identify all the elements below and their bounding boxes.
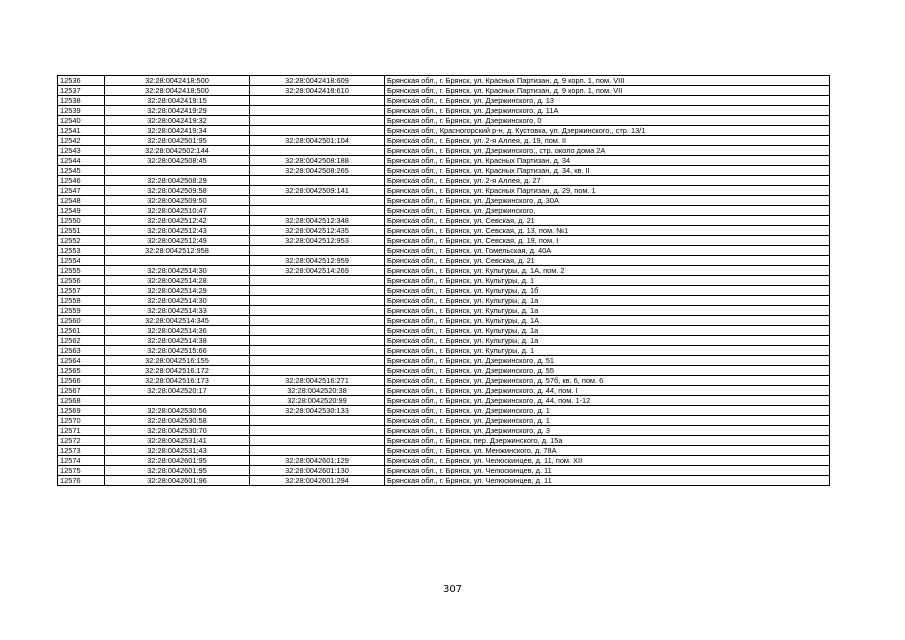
row-number-cell: 12564 [58,356,105,366]
address-cell: Брянская обл., г. Брянск, ул. Культуры, д. 1а [385,336,830,346]
premises-cadastral-number-cell [250,116,385,126]
cadastral-number-cell: 32:28:0042502:144 [105,146,250,156]
premises-cadastral-number-cell [250,146,385,156]
address-cell: Брянская обл., г. Брянск, ул. Дзержинского, д. 44, пом. I [385,386,830,396]
address-cell: Брянская обл., г. Брянск, ул. Гомельская, д. 40А [385,246,830,256]
table-row [58,216,830,226]
row-number-cell: 12568 [58,396,105,406]
premises-cadastral-number-cell: 32:28:0042530:133 [250,406,385,416]
premises-cadastral-number-cell [250,426,385,436]
table-row [58,436,830,446]
premises-cadastral-number-cell [250,196,385,206]
table-row [58,346,830,356]
row-number-cell: 12566 [58,376,105,386]
address-cell: Брянская обл., г. Брянск, ул. Дзержинского, д. 1 [385,406,830,416]
cadastral-number-cell: 32:28:0042508:45 [105,156,250,166]
address-cell: Брянская обл., г. Брянск, ул. Культуры, д. 1б [385,286,830,296]
row-number-cell: 12553 [58,246,105,256]
cadastral-number-cell: 32:28:0042418:500 [105,76,250,86]
row-number-cell: 12565 [58,366,105,376]
table-row [58,316,830,326]
table-row [58,96,830,106]
row-number-cell: 12541 [58,126,105,136]
table-row [58,116,830,126]
cadastral-number-cell: 32:28:0042512:42 [105,216,250,226]
row-number-cell: 12542 [58,136,105,146]
table-row [58,446,830,456]
premises-cadastral-number-cell [250,296,385,306]
premises-cadastral-number-cell [250,246,385,256]
premises-cadastral-number-cell: 32:28:0042601:129 [250,456,385,466]
premises-cadastral-number-cell [250,106,385,116]
premises-cadastral-number-cell: 32:28:0042508:188 [250,156,385,166]
cadastral-number-cell [105,256,250,266]
table-row [58,206,830,216]
premises-cadastral-number-cell: 32:28:0042520:99 [250,396,385,406]
premises-cadastral-number-cell [250,276,385,286]
cadastral-number-cell: 32:28:0042419:29 [105,106,250,116]
address-cell: Брянская обл., г. Брянск, ул. Дзержинского, [385,206,830,216]
cadastral-number-cell: 32:28:0042531:41 [105,436,250,446]
cadastral-number-cell [105,396,250,406]
cadastral-number-cell: 32:28:0042510:47 [105,206,250,216]
cadastral-number-cell: 32:28:0042419:34 [105,126,250,136]
row-number-cell: 12544 [58,156,105,166]
address-cell: Брянская обл., г. Брянск, ул. Дзержинского, 0 [385,116,830,126]
table-row [58,236,830,246]
cadastral-number-cell: 32:28:0042501:95 [105,136,250,146]
table-row [58,86,830,96]
row-number-cell: 12560 [58,316,105,326]
address-cell: Брянская обл., г. Брянск, ул. Дзержинского, д. 57б, кв. 6, пом. 6 [385,376,830,386]
address-cell: Брянская обл., г. Брянск, ул. Культуры, д. 1А [385,316,830,326]
address-cell: Брянская обл., г. Брянск, ул. Культуры, д. 1 [385,276,830,286]
address-cell: Брянская обл., г. Брянск, ул. Дзержинского, д. 55 [385,366,830,376]
cadastral-number-cell: 32:28:0042530:70 [105,426,250,436]
address-cell: Брянская обл., г. Брянск, ул. Менжинского, д. 78А [385,446,830,456]
cadastral-number-cell: 32:28:0042514:30 [105,266,250,276]
cadastral-number-cell: 32:28:0042512:958 [105,246,250,256]
address-cell: Брянская обл., г. Брянск, ул. Дзержинского, д. 11А [385,106,830,116]
cadastral-number-cell: 32:28:0042514:29 [105,286,250,296]
cadastral-number-cell: 32:28:0042520:17 [105,386,250,396]
table-row [58,226,830,236]
table-row [58,326,830,336]
premises-cadastral-number-cell: 32:28:0042512:953 [250,236,385,246]
premises-cadastral-number-cell [250,366,385,376]
address-cell: Брянская обл., г. Брянск, ул. Культуры, д. 1А, пом. 2 [385,266,830,276]
row-number-cell: 12549 [58,206,105,216]
table-row [58,376,830,386]
premises-cadastral-number-cell: 32:28:0042418:610 [250,86,385,96]
table-row [58,296,830,306]
premises-cadastral-number-cell: 32:28:0042509:141 [250,186,385,196]
cadastral-number-cell: 32:28:0042530:56 [105,406,250,416]
address-cell: Брянская обл., г. Брянск, ул. Культуры, д. 1а [385,326,830,336]
address-cell: Брянская обл., г. Брянск, ул. Красных Партизан, д. 9 корп. 1, пом. VIII [385,76,830,86]
premises-cadastral-number-cell [250,316,385,326]
address-cell: Брянская обл., г. Брянск, ул. Севская, д. 21 [385,216,830,226]
address-cell: Брянская обл., г. Брянск, ул. Севская, д. 13, пом. №1 [385,226,830,236]
row-number-cell: 12551 [58,226,105,236]
row-number-cell: 12571 [58,426,105,436]
cadastral-number-cell: 32:28:0042512:49 [105,236,250,246]
table-row [58,266,830,276]
row-number-cell: 12555 [58,266,105,276]
row-number-cell: 12548 [58,196,105,206]
table-row [58,366,830,376]
row-number-cell: 12539 [58,106,105,116]
table-row [58,426,830,436]
address-cell: Брянская обл., г. Брянск, ул. Севская, д. 21 [385,256,830,266]
address-cell: Брянская обл., г. Брянск, ул. Дзержинского, д. 30А [385,196,830,206]
row-number-cell: 12558 [58,296,105,306]
row-number-cell: 12562 [58,336,105,346]
address-cell: Брянская обл., г. Брянск, ул. Дзержинского, д. 1 [385,416,830,426]
premises-cadastral-number-cell [250,336,385,346]
premises-cadastral-number-cell [250,446,385,456]
row-number-cell: 12550 [58,216,105,226]
table-row [58,246,830,256]
address-cell: Брянская обл., г. Брянск, ул. 2-я Аллея, д. 27 [385,176,830,186]
address-cell: Брянская обл., г. Брянск, ул. Красных Партизан, д. 9 корп. 1, пом. VII [385,86,830,96]
page-number: 307 [442,584,463,595]
premises-cadastral-number-cell [250,356,385,366]
row-number-cell: 12536 [58,76,105,86]
table-row [58,476,830,486]
table-row [58,396,830,406]
address-cell: Брянская обл., г. Брянск, ул. Челюскинцев, д. 11 [385,466,830,476]
table-row [58,386,830,396]
address-cell: Брянская обл., г. Брянск, ул. Культуры, д. 1 [385,346,830,356]
cadastral-number-cell: 32:28:0042419:32 [105,116,250,126]
premises-cadastral-number-cell: 32:28:0042601:130 [250,466,385,476]
cadastral-number-cell: 32:28:0042419:15 [105,96,250,106]
address-cell: Брянская обл., г. Брянск, ул. Культуры, д. 1а [385,306,830,316]
premises-cadastral-number-cell [250,306,385,316]
table-row [58,156,830,166]
premises-cadastral-number-cell [250,436,385,446]
cadastral-number-cell: 32:28:0042601:96 [105,476,250,486]
row-number-cell: 12575 [58,466,105,476]
cadastral-number-cell: 32:28:0042514:345 [105,316,250,326]
premises-cadastral-number-cell [250,286,385,296]
table-row [58,136,830,146]
cadastral-number-cell: 32:28:0042514:38 [105,336,250,346]
row-number-cell: 12572 [58,436,105,446]
cadastral-number-cell: 32:28:0042509:50 [105,196,250,206]
cadastral-number-cell: 32:28:0042530:58 [105,416,250,426]
premises-cadastral-number-cell: 32:28:0042514:269 [250,266,385,276]
table-row [58,106,830,116]
address-cell: Брянская обл., г. Брянск, ул. Дзержинского, д. 44, пом. 1-12 [385,396,830,406]
cadastral-number-cell: 32:28:0042601:95 [105,466,250,476]
cadastral-number-cell: 32:28:0042515:66 [105,346,250,356]
address-cell: Брянская обл., г. Брянск, ул. Дзержинского, д. 13 [385,96,830,106]
premises-cadastral-number-cell: 32:28:0042418:609 [250,76,385,86]
table-row [58,336,830,346]
row-number-cell: 12545 [58,166,105,176]
address-cell: Брянская обл., г. Брянск, ул. Красных Партизан, д. 34, кв. II [385,166,830,176]
row-number-cell: 12561 [58,326,105,336]
row-number-cell: 12554 [58,256,105,266]
table-row [58,406,830,416]
address-cell: Брянская обл., г. Брянск, ул. Красных Партизан, д. 34 [385,156,830,166]
table-row [58,306,830,316]
premises-cadastral-number-cell: 32:28:0042516:271 [250,376,385,386]
table-body [58,76,830,486]
row-number-cell: 12538 [58,96,105,106]
row-number-cell: 12563 [58,346,105,356]
table-row [58,286,830,296]
address-cell: Брянская обл., г. Брянск, пер. Дзержинского, д. 15а [385,436,830,446]
premises-cadastral-number-cell [250,176,385,186]
cadastral-number-cell: 32:28:0042516:155 [105,356,250,366]
cadastral-number-cell: 32:28:0042516:172 [105,366,250,376]
premises-cadastral-number-cell: 32:28:0042512:435 [250,226,385,236]
cadastral-number-cell: 32:28:0042418:500 [105,86,250,96]
cadastral-number-cell: 32:28:0042601:95 [105,456,250,466]
address-cell: Брянская обл., г. Брянск, ул. Красных Партизан, д. 29, пом. 1 [385,186,830,196]
cadastral-number-cell: 32:28:0042514:30 [105,296,250,306]
row-number-cell: 12537 [58,86,105,96]
cadastral-number-cell: 32:28:0042508:29 [105,176,250,186]
address-cell: Брянская обл., г. Брянск, ул. Дзержинского, д. 3 [385,426,830,436]
row-number-cell: 12547 [58,186,105,196]
premises-cadastral-number-cell [250,416,385,426]
address-cell: Брянская обл., г. Брянск, ул. Челюскинцев, д. 11 [385,476,830,486]
premises-cadastral-number-cell: 32:28:0042501:104 [250,136,385,146]
cadastral-number-cell: 32:28:0042531:43 [105,446,250,456]
address-cell: Брянская обл., г. Брянск, ул. Севская, д. 19, пом. I [385,236,830,246]
row-number-cell: 12570 [58,416,105,426]
table-row [58,146,830,156]
row-number-cell: 12540 [58,116,105,126]
row-number-cell: 12546 [58,176,105,186]
row-number-cell: 12573 [58,446,105,456]
register-sheet [57,75,829,486]
table-row [58,196,830,206]
premises-cadastral-number-cell [250,206,385,216]
row-number-cell: 12552 [58,236,105,246]
cadastral-number-cell: 32:28:0042514:33 [105,306,250,316]
premises-cadastral-number-cell: 32:28:0042512:959 [250,256,385,266]
address-cell: Брянская обл., г. Брянск, ул. 2-я Аллея, д. 19, пом. II [385,136,830,146]
cadastral-number-cell: 32:28:0042514:28 [105,276,250,286]
table-row [58,356,830,366]
table-row [58,466,830,476]
table-row [58,126,830,136]
cadastral-number-cell [105,166,250,176]
cadastral-number-cell: 32:28:0042509:58 [105,186,250,196]
cadastral-number-cell: 32:28:0042516:173 [105,376,250,386]
premises-cadastral-number-cell: 32:28:0042508:265 [250,166,385,176]
cadastral-number-cell: 32:28:0042514:36 [105,326,250,336]
premises-cadastral-number-cell [250,96,385,106]
address-cell: Брянская обл., Красногорский р-н, д. Кустовка, ул. Дзержинского,, стр. 13/1 [385,126,830,136]
table-row [58,186,830,196]
address-cell: Брянская обл., г. Брянск, ул. Дзержинского,, стр. около дома 2А [385,146,830,156]
table-row [58,176,830,186]
property-register-table [57,75,830,486]
row-number-cell: 12556 [58,276,105,286]
row-number-cell: 12574 [58,456,105,466]
table-row [58,256,830,266]
table-row [58,276,830,286]
table-row [58,456,830,466]
address-cell: Брянская обл., г. Брянск, ул. Дзержинского, д. 51 [385,356,830,366]
row-number-cell: 12557 [58,286,105,296]
premises-cadastral-number-cell: 32:28:0042601:294 [250,476,385,486]
table-row [58,166,830,176]
table-row [58,416,830,426]
row-number-cell: 12559 [58,306,105,316]
row-number-cell: 12576 [58,476,105,486]
row-number-cell: 12543 [58,146,105,156]
row-number-cell: 12567 [58,386,105,396]
cadastral-number-cell: 32:28:0042512:43 [105,226,250,236]
table-row [58,76,830,86]
premises-cadastral-number-cell: 32:28:0042512:348 [250,216,385,226]
premises-cadastral-number-cell [250,326,385,336]
premises-cadastral-number-cell [250,346,385,356]
premises-cadastral-number-cell: 32:28:0042520:38 [250,386,385,396]
row-number-cell: 12569 [58,406,105,416]
address-cell: Брянская обл., г. Брянск, ул. Челюскинцев, д. 11, пом. XII [385,456,830,466]
address-cell: Брянская обл., г. Брянск, ул. Культуры, д. 1а [385,296,830,306]
premises-cadastral-number-cell [250,126,385,136]
